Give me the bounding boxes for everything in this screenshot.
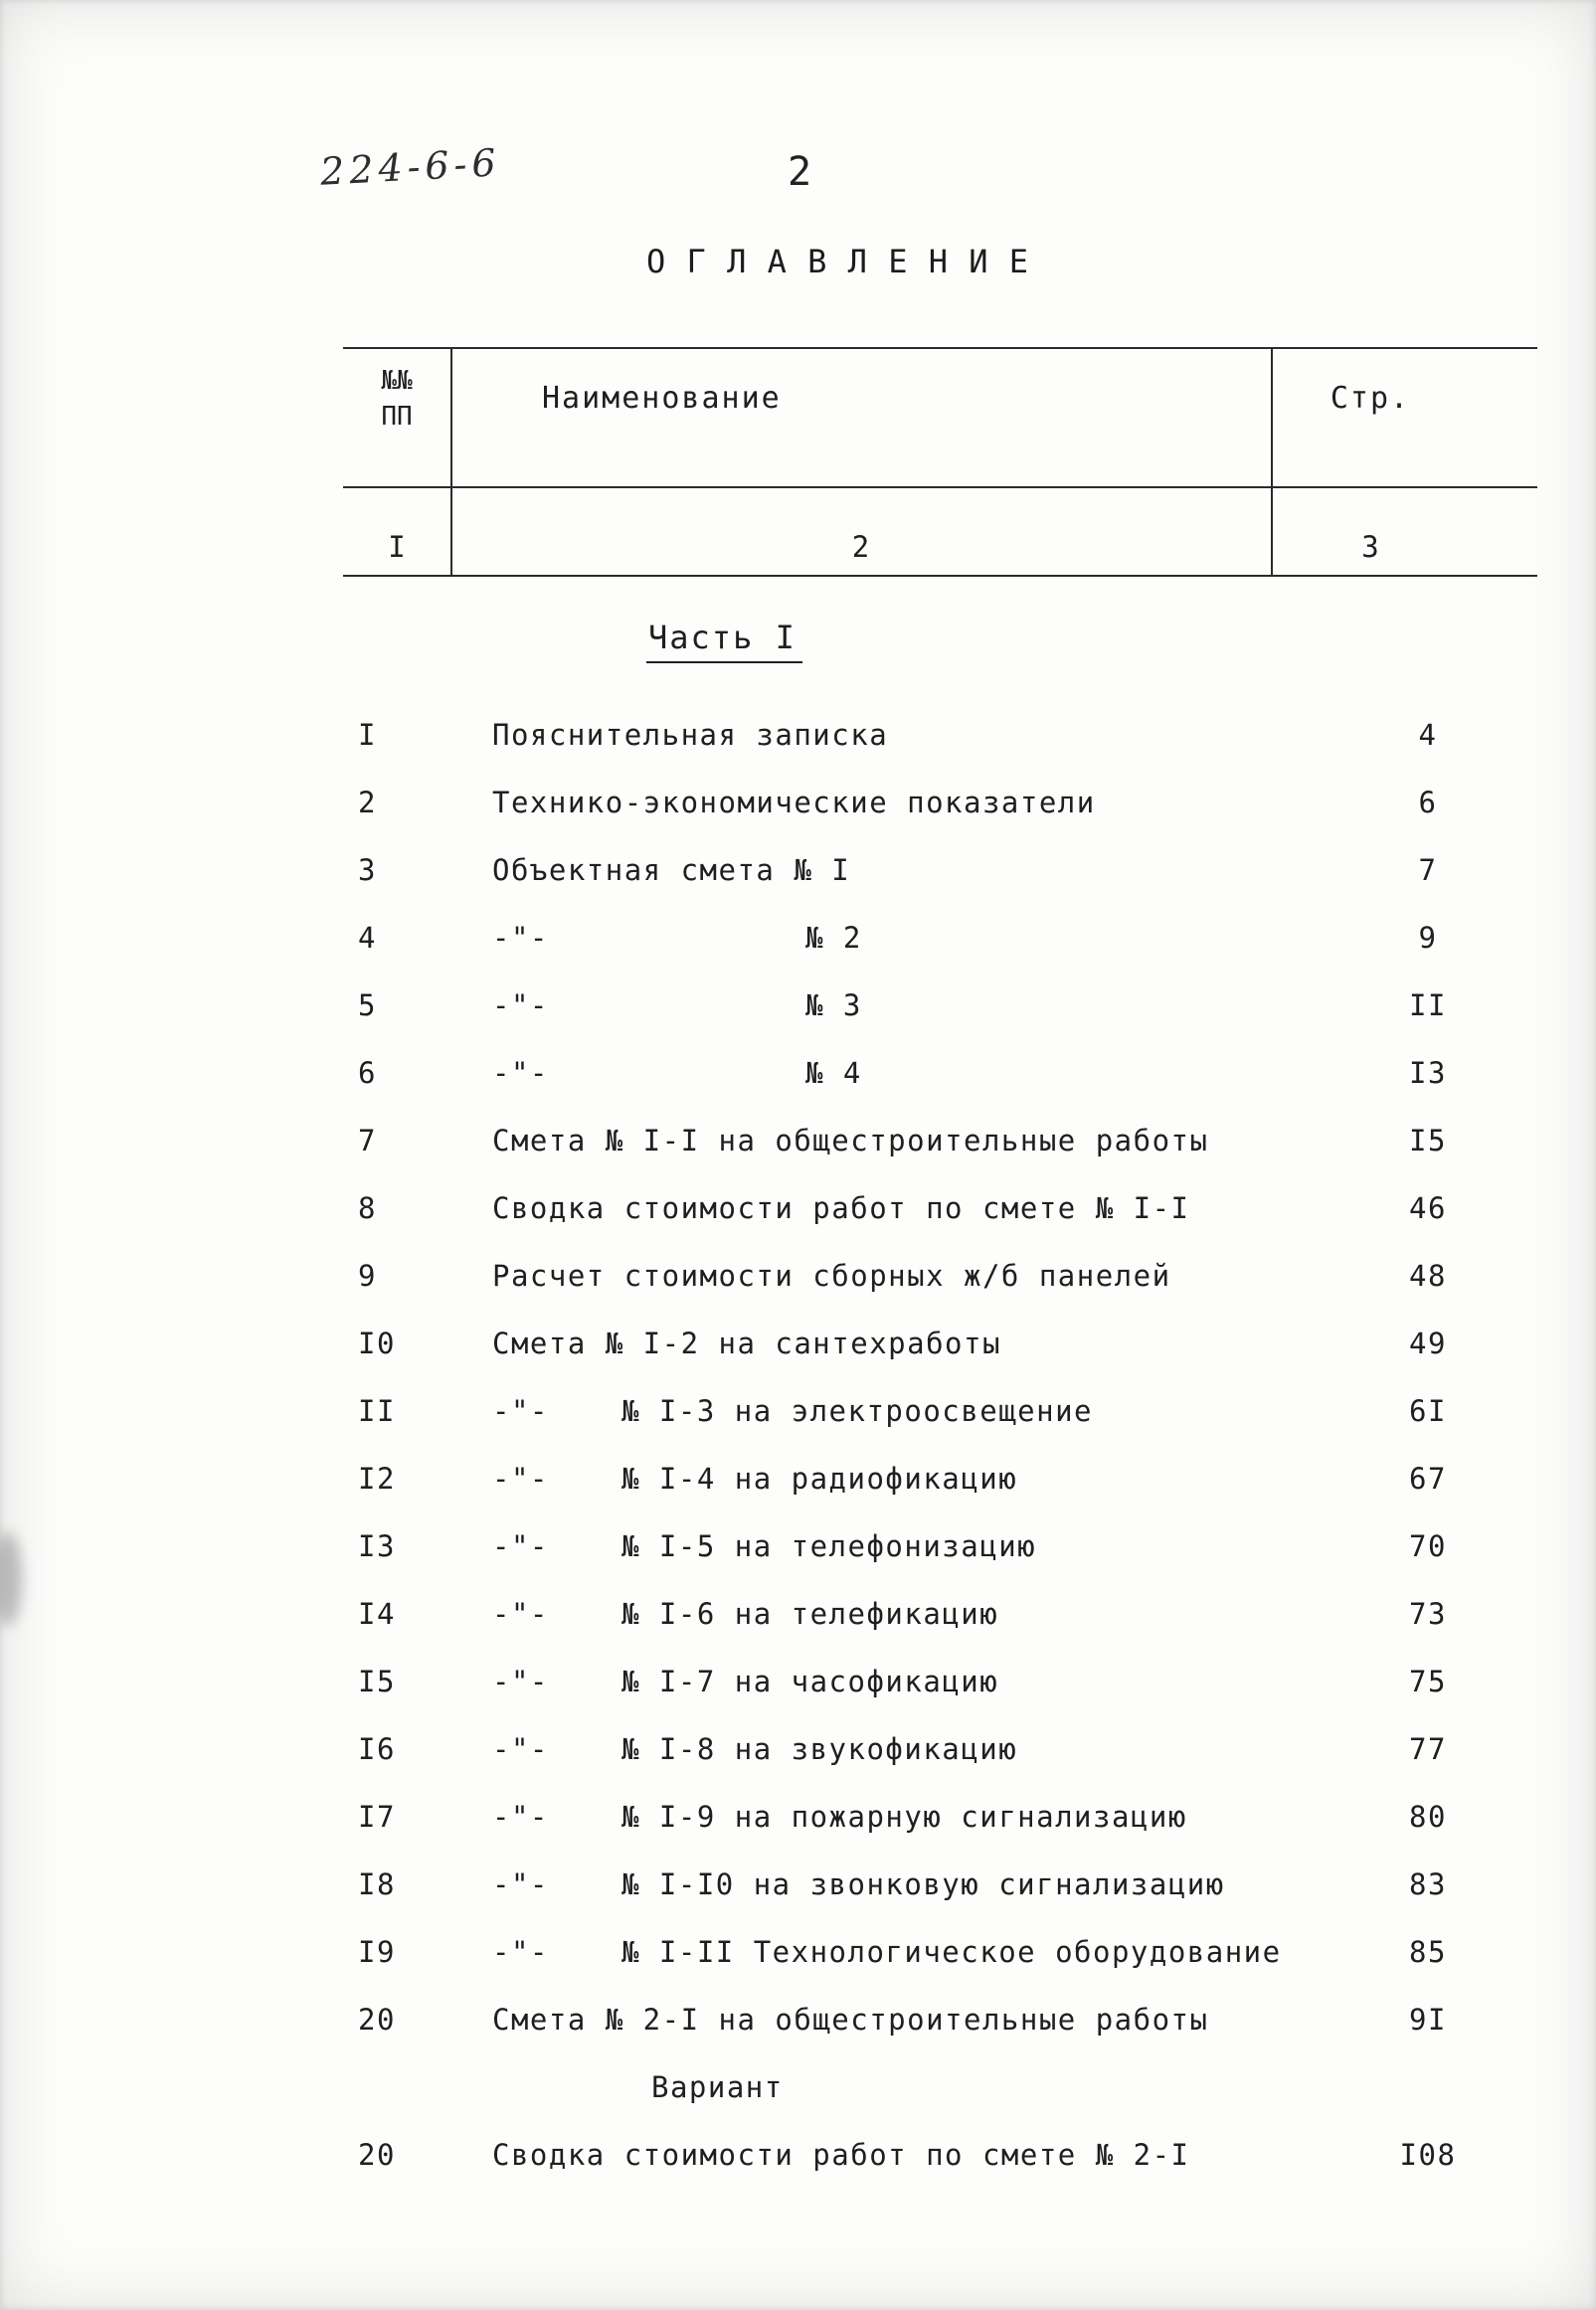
column-index-1: I: [388, 530, 406, 564]
toc-row-number: I2: [358, 1462, 396, 1496]
ditto-mark: -"-: [492, 1867, 549, 1901]
toc-row-number: 3: [358, 853, 377, 887]
toc-row: [343, 2121, 1537, 2189]
column-index-3: 3: [1361, 530, 1379, 564]
toc-row-text: Пояснительная записка: [492, 718, 889, 752]
column-header-name: Наименование: [542, 381, 782, 416]
toc-row: [343, 1445, 1537, 1512]
toc-row: [343, 1107, 1537, 1174]
toc-row-number: 5: [358, 988, 377, 1022]
toc-row: [343, 1918, 1537, 1986]
ditto-mark: -"-: [492, 1935, 549, 1969]
toc-row-title: [492, 718, 1319, 752]
toc-row: [343, 2053, 1537, 2121]
toc-row-number: I6: [358, 1732, 396, 1766]
toc-row-text: № 4: [805, 1056, 862, 1090]
toc-row: [343, 1174, 1537, 1242]
table-border-bottom: [343, 575, 1537, 577]
ditto-mark: -"-: [492, 1056, 549, 1090]
ditto-mark: -"-: [492, 1732, 549, 1766]
toc-row-text: № I-6 на телефикацию: [621, 1597, 999, 1631]
toc-row-page: 46: [1409, 1191, 1447, 1225]
toc-row: [343, 904, 1537, 972]
toc-row: [343, 1512, 1537, 1580]
toc-list: [343, 701, 1537, 2189]
toc-row-text: Сводка стоимости работ по смете № 2-I: [492, 2138, 1190, 2172]
toc-row: [343, 1039, 1537, 1107]
toc-row-page: 7: [1418, 853, 1438, 887]
toc-row-number: 9: [358, 1259, 377, 1293]
toc-row-title: [492, 1800, 1319, 1834]
toc-row-page: II: [1409, 988, 1447, 1022]
toc-row-page: I08: [1399, 2138, 1457, 2172]
toc-row-page: 4: [1418, 718, 1438, 752]
toc-row-text: № I-I0 на звонковую сигнализацию: [621, 1867, 1225, 1901]
toc-row-page: 67: [1409, 1462, 1447, 1496]
toc-row-title: [492, 1259, 1319, 1293]
toc-row-number: I3: [358, 1529, 396, 1563]
toc-row: [343, 1648, 1537, 1715]
toc-row-page: I3: [1409, 1056, 1447, 1090]
toc-row-number: I9: [358, 1935, 396, 1969]
toc-row-number: 7: [358, 1124, 377, 1157]
ditto-mark: -"-: [492, 1800, 549, 1834]
column-index-2: 2: [851, 530, 870, 564]
toc-row-number: I7: [358, 1800, 396, 1834]
column-header-page: Стр.: [1330, 381, 1411, 416]
toc-row-title: [492, 1191, 1319, 1225]
toc-row-page: 48: [1409, 1259, 1447, 1293]
toc-row-text: № I-9 на пожарную сигнализацию: [621, 1800, 1187, 1834]
toc-row-page: 73: [1409, 1597, 1447, 1631]
column-header-number: [343, 363, 450, 435]
toc-row-number: I: [358, 718, 377, 752]
toc-row-number: 8: [358, 1191, 377, 1225]
toc-row-text: Технико-экономические показатели: [492, 786, 1096, 819]
toc-row: [343, 1310, 1537, 1377]
toc-row-page: 6I: [1409, 1394, 1447, 1428]
toc-row-number: I4: [358, 1597, 396, 1631]
ditto-mark: -"-: [492, 921, 549, 955]
toc-row-page: 77: [1409, 1732, 1447, 1766]
toc-row: [343, 1580, 1537, 1648]
toc-row-text: № I-7 на часофикацию: [621, 1665, 999, 1698]
toc-row-text: № I-8 на звукофикацию: [621, 1732, 1018, 1766]
toc-row-page: 9: [1418, 921, 1438, 955]
toc-table-header: [343, 347, 1537, 577]
toc-row-text: Объектная смета № I: [492, 853, 851, 887]
table-header-divider: [343, 486, 1537, 488]
toc-row: [343, 972, 1537, 1039]
table-border-top: [343, 347, 1537, 349]
toc-row-title: [492, 1394, 1319, 1428]
toc-row-text: № I-4 на радиофикацию: [621, 1462, 1018, 1496]
toc-row-text: Смета № 2-I на общестроительные работы: [492, 2003, 1209, 2037]
toc-row-title: [492, 988, 1319, 1022]
toc-row-title: [492, 1597, 1319, 1631]
toc-row-text: № 2: [805, 921, 862, 955]
toc-row-title: [492, 1732, 1319, 1766]
toc-row-number: 2: [358, 786, 377, 819]
toc-row-text: № 3: [805, 988, 862, 1022]
toc-row: [343, 1851, 1537, 1918]
toc-row-number: II: [358, 1394, 396, 1428]
scan-artifact: [0, 1531, 22, 1626]
page-title: О Г Л А В Л Е Н И Е: [646, 243, 1030, 280]
toc-row-page: 80: [1409, 1800, 1447, 1834]
toc-row-text: Смета № I-2 на сантехработы: [492, 1327, 1001, 1360]
toc-row-number: I8: [358, 1867, 396, 1901]
ditto-mark: -"-: [492, 1462, 549, 1496]
document-number: 224-6-6: [318, 140, 502, 194]
toc-row-title: [492, 2003, 1319, 2037]
toc-row-page: 6: [1418, 786, 1438, 819]
toc-row-text: Смета № I-I на общестроительные работы: [492, 1124, 1209, 1157]
toc-row-number: 6: [358, 1056, 377, 1090]
ditto-mark: -"-: [492, 1665, 549, 1698]
ditto-mark: -"-: [492, 1394, 549, 1428]
ditto-mark: -"-: [492, 1597, 549, 1631]
toc-row-title: [492, 1327, 1319, 1360]
toc-row-title: [492, 786, 1319, 819]
toc-row: [343, 1242, 1537, 1310]
ditto-mark: -"-: [492, 988, 549, 1022]
toc-row-text: Расчет стоимости сборных ж/б панелей: [492, 1259, 1171, 1293]
toc-row-title: [492, 1462, 1319, 1496]
toc-row-title: [492, 2070, 1319, 2104]
toc-row: [343, 769, 1537, 836]
toc-row-text: Вариант: [651, 2070, 784, 2104]
toc-row: [343, 1715, 1537, 1783]
page-number: 2: [788, 149, 812, 195]
toc-row-title: [492, 1056, 1319, 1090]
section-title: Часть I: [646, 619, 802, 663]
toc-row-page: 85: [1409, 1935, 1447, 1969]
toc-row-text: № I-5 на телефонизацию: [621, 1529, 1037, 1563]
ditto-mark: -"-: [492, 1529, 549, 1563]
toc-row-title: [492, 1935, 1319, 1969]
toc-row: [343, 836, 1537, 904]
toc-row-number: 20: [358, 2138, 396, 2172]
column-header-number-line1: №№: [381, 366, 413, 396]
toc-row-title: [492, 1665, 1319, 1698]
toc-row-title: [492, 1867, 1319, 1901]
toc-row-title: [492, 1124, 1319, 1157]
toc-row-number: I5: [358, 1665, 396, 1698]
column-header-number-line2: ПП: [381, 402, 413, 432]
toc-row-number: I0: [358, 1327, 396, 1360]
toc-row-title: [492, 1529, 1319, 1563]
toc-row-page: 49: [1409, 1327, 1447, 1360]
toc-row-text: Сводка стоимости работ по смете № I-I: [492, 1191, 1190, 1225]
toc-row-number: 20: [358, 2003, 396, 2037]
toc-row-page: 70: [1409, 1529, 1447, 1563]
toc-row: [343, 1783, 1537, 1851]
toc-row-text: № I-II Технологическое оборудование: [621, 1935, 1282, 1969]
toc-row-page: I5: [1409, 1124, 1447, 1157]
toc-row: [343, 701, 1537, 769]
toc-row: [343, 1986, 1537, 2053]
toc-row: [343, 1377, 1537, 1445]
toc-row-page: 75: [1409, 1665, 1447, 1698]
toc-row-page: 9I: [1409, 2003, 1447, 2037]
toc-row-page: 83: [1409, 1867, 1447, 1901]
toc-row-number: 4: [358, 921, 377, 955]
toc-row-title: [492, 853, 1319, 887]
toc-row-text: № I-3 на электроосвещение: [621, 1394, 1093, 1428]
toc-row-title: [492, 921, 1319, 955]
toc-row-title: [492, 2138, 1319, 2172]
